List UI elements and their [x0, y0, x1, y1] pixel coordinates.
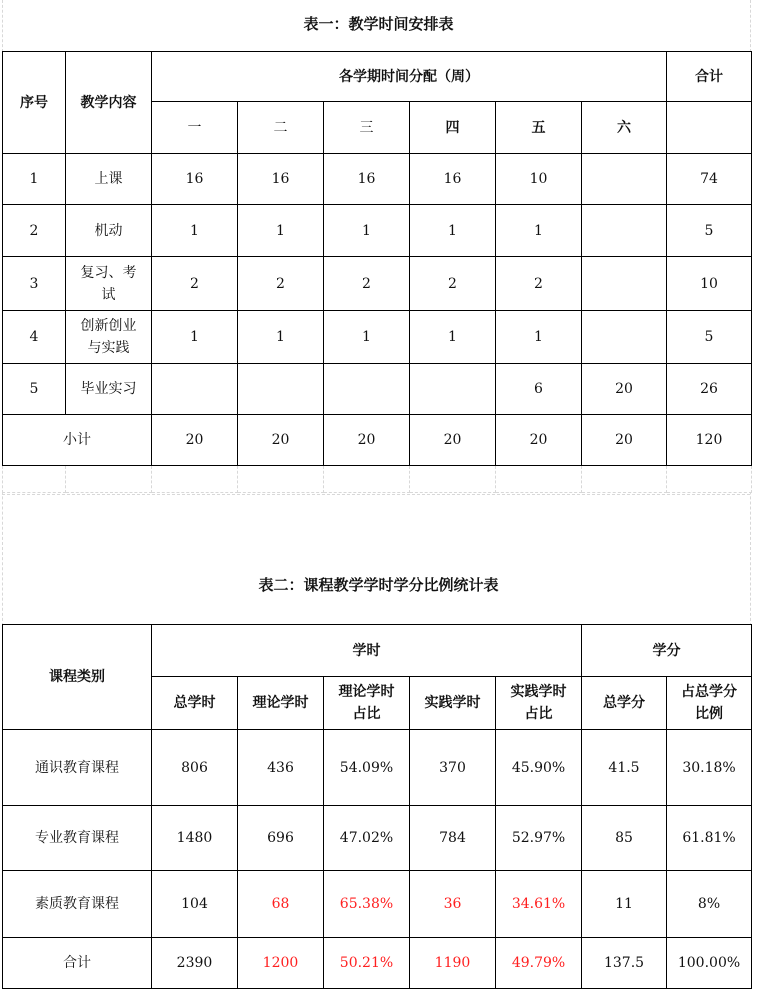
- cell-practice-ratio: 34.61%: [496, 871, 582, 938]
- header-theory-hours: 理论学时: [238, 677, 324, 730]
- header-hours-group: 学时: [152, 625, 582, 677]
- header-theory-ratio: 理论学时占比: [324, 677, 410, 730]
- cell-total-credits: 85: [582, 806, 667, 871]
- cell-value: [582, 257, 667, 311]
- subtotal-value: 20: [582, 415, 667, 466]
- total-credit-ratio: 100.00%: [667, 938, 752, 989]
- cell-total: 5: [667, 205, 752, 257]
- cell-seq: 3: [3, 257, 66, 311]
- cell-value: 16: [324, 154, 410, 205]
- cell-content: 上课: [66, 154, 152, 205]
- cell-total-hours: 1480: [152, 806, 238, 871]
- cell-category: 专业教育课程: [3, 806, 152, 871]
- header-total-credits: 总学分: [582, 677, 667, 730]
- cell-value: 1: [152, 311, 238, 364]
- cell-value: [582, 154, 667, 205]
- subtotal-label: 小计: [3, 415, 152, 466]
- subtotal-value: 20: [324, 415, 410, 466]
- cell-practice-hours: 784: [410, 806, 496, 871]
- header-semester: 五: [496, 102, 582, 154]
- cell-credit-ratio: 8%: [667, 871, 752, 938]
- header-practice-ratio: 实践学时占比: [496, 677, 582, 730]
- header-semester: 四: [410, 102, 496, 154]
- cell-value: 2: [496, 257, 582, 311]
- subtotal-value: 20: [410, 415, 496, 466]
- cell-value: 6: [496, 364, 582, 415]
- cell-seq: 4: [3, 311, 66, 364]
- cell-value: [582, 311, 667, 364]
- header-practice-hours: 实践学时: [410, 677, 496, 730]
- cell-value: [152, 364, 238, 415]
- cell-value: 1: [496, 205, 582, 257]
- cell-value: [238, 364, 324, 415]
- cell-content: 毕业实习: [66, 364, 152, 415]
- subtotal-total: 120: [667, 415, 752, 466]
- header-total-hours: 总学时: [152, 677, 238, 730]
- blank-grid-row: [3, 466, 752, 493]
- cell-seq: 5: [3, 364, 66, 415]
- cell-total: 26: [667, 364, 752, 415]
- header-credits-group: 学分: [582, 625, 752, 677]
- cell-total-hours: 806: [152, 730, 238, 806]
- table-row: [3, 806, 752, 871]
- header-semester: 二: [238, 102, 324, 154]
- header-semester-group: 各学期时间分配（周）: [152, 52, 667, 102]
- table-row: [3, 730, 752, 806]
- total-theory-hours: 1200: [238, 938, 324, 989]
- cell-category: 素质教育课程: [3, 871, 152, 938]
- cell-credit-ratio: 61.81%: [667, 806, 752, 871]
- cell-theory-hours: 696: [238, 806, 324, 871]
- cell-practice-ratio: 52.97%: [496, 806, 582, 871]
- cell-total-hours: 104: [152, 871, 238, 938]
- header-semester: 六: [582, 102, 667, 154]
- cell-practice-hours: 370: [410, 730, 496, 806]
- header-content: 教学内容: [66, 52, 152, 154]
- cell-theory-ratio: 65.38%: [324, 871, 410, 938]
- total-total-credits: 137.5: [582, 938, 667, 989]
- table-row: [3, 364, 752, 415]
- cell-seq: 2: [3, 205, 66, 257]
- table-row: [3, 154, 752, 205]
- cell-value: 2: [410, 257, 496, 311]
- header-seq: 序号: [3, 52, 66, 154]
- cell-value: 1: [238, 205, 324, 257]
- table2-title: 表二：课程教学学时学分比例统计表: [258, 576, 499, 594]
- teaching-schedule-table: [2, 51, 752, 493]
- cell-total: 5: [667, 311, 752, 364]
- cell-value: 10: [496, 154, 582, 205]
- cell-practice-hours: 36: [410, 871, 496, 938]
- header-total: 合计: [667, 52, 752, 102]
- cell-theory-ratio: 47.02%: [324, 806, 410, 871]
- cell-value: 1: [152, 205, 238, 257]
- table-row: [3, 205, 752, 257]
- cell-value: 1: [410, 311, 496, 364]
- cell-content: 机动: [66, 205, 152, 257]
- cell-value: 2: [238, 257, 324, 311]
- cell-practice-ratio: 45.90%: [496, 730, 582, 806]
- cell-credit-ratio: 30.18%: [667, 730, 752, 806]
- cell-theory-hours: 68: [238, 871, 324, 938]
- total-label: 合计: [3, 938, 152, 989]
- table-row: [3, 871, 752, 938]
- cell-category: 通识教育课程: [3, 730, 152, 806]
- total-practice-ratio: 49.79%: [496, 938, 582, 989]
- cell-seq: 1: [3, 154, 66, 205]
- cell-content: 创新创业与实践: [66, 311, 152, 364]
- cell-total-credits: 11: [582, 871, 667, 938]
- header-category: 课程类别: [3, 625, 152, 730]
- header-semester: 三: [324, 102, 410, 154]
- cell-total: 74: [667, 154, 752, 205]
- cell-content: 复习、考试: [66, 257, 152, 311]
- subtotal-value: 20: [496, 415, 582, 466]
- subtotal-row: [3, 415, 752, 466]
- subtotal-value: 20: [152, 415, 238, 466]
- cell-value: 16: [238, 154, 324, 205]
- total-theory-ratio: 50.21%: [324, 938, 410, 989]
- cell-value: 1: [410, 205, 496, 257]
- subtotal-value: 20: [238, 415, 324, 466]
- grid-line: [2, 494, 750, 495]
- cell-value: 1: [324, 311, 410, 364]
- cell-value: [324, 364, 410, 415]
- cell-total: 10: [667, 257, 752, 311]
- table1-title: 表一：教学时间安排表: [303, 15, 454, 33]
- cell-value: 2: [152, 257, 238, 311]
- credit-ratio-table: [2, 624, 752, 989]
- cell-value: [410, 364, 496, 415]
- table-row: [3, 311, 752, 364]
- cell-value: 2: [324, 257, 410, 311]
- cell-total-credits: 41.5: [582, 730, 667, 806]
- header-total-blank: [667, 102, 752, 154]
- cell-value: 20: [582, 364, 667, 415]
- cell-value: [582, 205, 667, 257]
- total-row: [3, 938, 752, 989]
- cell-value: 1: [238, 311, 324, 364]
- total-total-hours: 2390: [152, 938, 238, 989]
- cell-value: 1: [324, 205, 410, 257]
- cell-value: 16: [410, 154, 496, 205]
- cell-value: 1: [496, 311, 582, 364]
- header-semester: 一: [152, 102, 238, 154]
- total-practice-hours: 1190: [410, 938, 496, 989]
- header-credit-ratio: 占总学分比例: [667, 677, 752, 730]
- table-row: [3, 257, 752, 311]
- cell-value: 16: [152, 154, 238, 205]
- cell-theory-ratio: 54.09%: [324, 730, 410, 806]
- cell-theory-hours: 436: [238, 730, 324, 806]
